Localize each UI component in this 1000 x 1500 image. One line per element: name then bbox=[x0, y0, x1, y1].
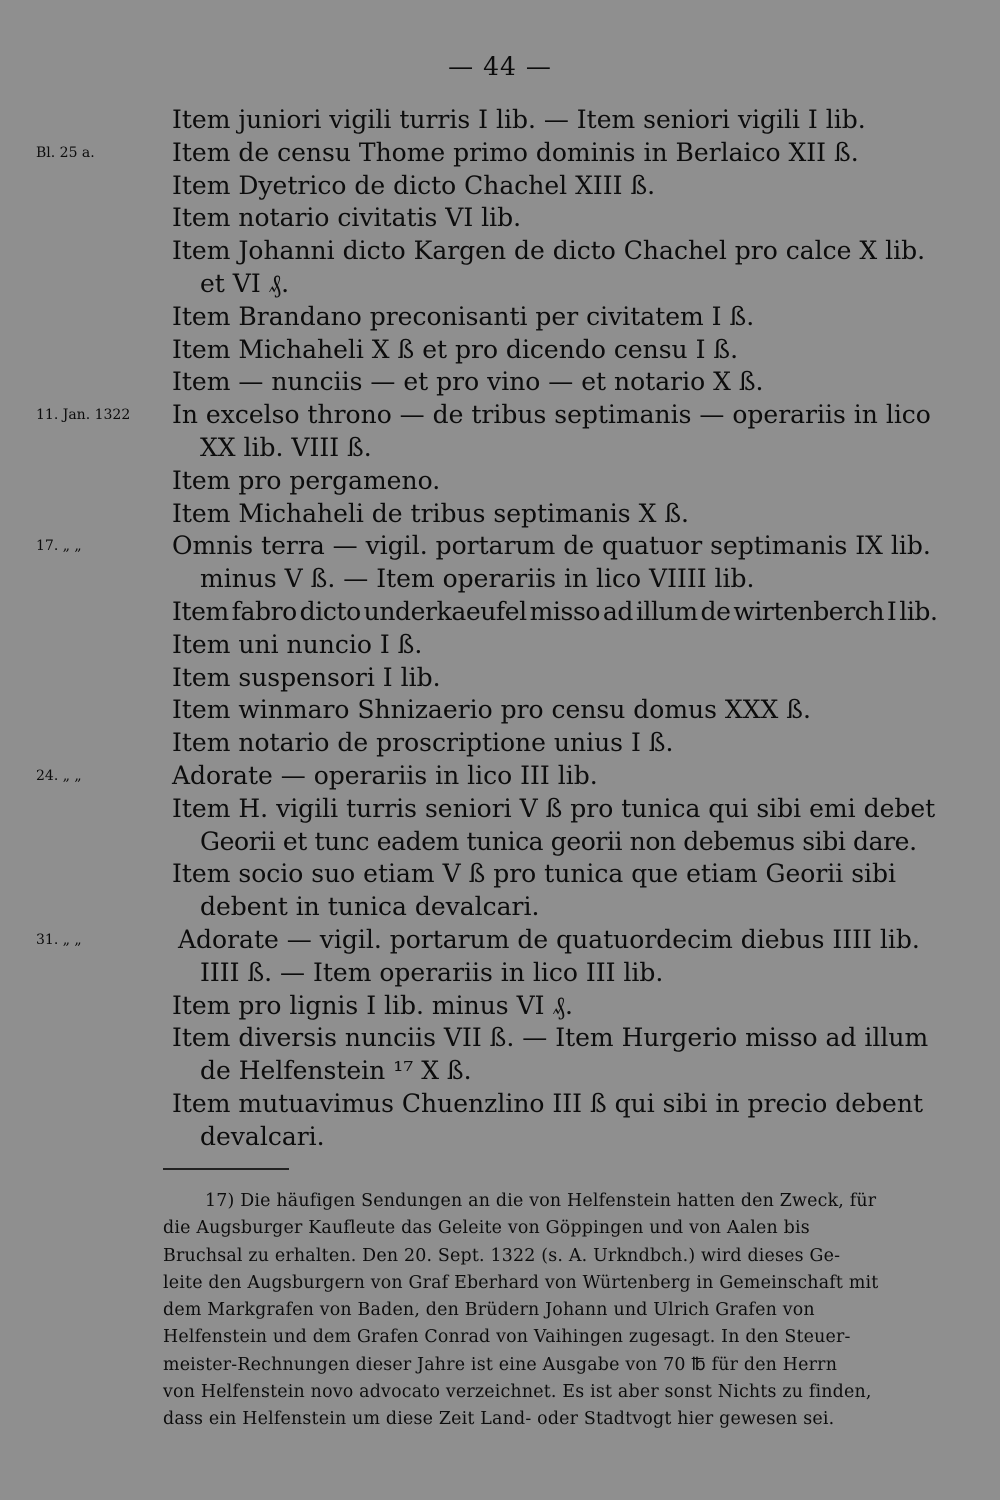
line-text: Item Brandano preconisanti per civitatem I ß. bbox=[172, 301, 755, 331]
line-text: IIII ß. — Item operariis in lico III lib. bbox=[200, 957, 664, 987]
line-text: Item Michaheli X ß et pro dicendo censu I ß. bbox=[172, 334, 739, 364]
text-line bbox=[0, 924, 1000, 957]
text-line bbox=[0, 465, 1000, 498]
page-number: — 44 — bbox=[448, 52, 552, 81]
footnote-line: dass ein Helfenstein um diese Zeit Land- oder Stadtvogt hier gewesen sei. bbox=[163, 1409, 835, 1430]
footnote-line: 17) Die häufigen Sendungen an die von Helfenstein hatten den Zweck, für bbox=[205, 1191, 877, 1211]
text-line bbox=[0, 170, 1000, 203]
text-line bbox=[0, 399, 1000, 432]
line-text: de Helfenstein ¹⁷ X ß. bbox=[200, 1056, 472, 1086]
text-line bbox=[0, 334, 1000, 367]
line-text: Item suspensori I lib. bbox=[172, 662, 441, 692]
text-line bbox=[0, 793, 1000, 826]
footnote-line: leite den Augsburgern von Graf Eberhard von Würtenberg in Gemeinschaft mit bbox=[163, 1272, 879, 1293]
text-line bbox=[0, 694, 1000, 727]
line-text: Item H. vigili turris seniori V ß pro tunica qui sibi emi debet bbox=[172, 793, 936, 823]
text-line bbox=[0, 1022, 1000, 1055]
footnote-line: von Helfenstein novo advocato verzeichnet. Es ist aber sonst Nichts zu finden, bbox=[163, 1382, 872, 1403]
margin-note: 11. Jan. 1322 bbox=[36, 407, 131, 424]
text-line bbox=[0, 530, 1000, 563]
text-line bbox=[0, 301, 1000, 334]
text-line bbox=[0, 760, 1000, 793]
line-text: Item uni nuncio I ß. bbox=[172, 629, 423, 659]
main-text bbox=[0, 104, 1000, 1154]
text-line bbox=[0, 891, 1000, 924]
text-line bbox=[0, 202, 1000, 235]
line-text: Omnis terra — vigil. portarum de quatuor septimanis IX lib. bbox=[172, 531, 931, 561]
text-line bbox=[0, 235, 1000, 268]
line-text: Item fabro dicto underkaeufel misso ad illum de wirtenberch I lib. bbox=[172, 596, 938, 626]
line-text: Georii et tunc eadem tunica georii non debemus sibi dare. bbox=[200, 826, 917, 856]
line-text: Item — nunciis — et pro vino — et notario X ß. bbox=[172, 367, 764, 397]
line-text: XX lib. VIII ß. bbox=[200, 432, 372, 462]
text-line bbox=[0, 137, 1000, 170]
text-line bbox=[0, 1088, 1000, 1121]
margin-note: 31. „ „ bbox=[36, 931, 82, 948]
footnote-line: dem Markgrafen von Baden, den Brüdern Johann und Ulrich Grafen von bbox=[163, 1300, 815, 1321]
footnote-line: meister-Rechnungen dieser Jahre ist eine Ausgabe von 70 ℔ für den Herrn bbox=[163, 1354, 838, 1375]
line-text: Item diversis nunciis VII ß. — Item Hurgerio misso ad illum bbox=[172, 1023, 929, 1053]
text-line bbox=[0, 563, 1000, 596]
footnote-line: Bruchsal zu erhalten. Den 20. Sept. 1322 (s. A. Urkndbch.) wird dieses Ge- bbox=[163, 1245, 841, 1266]
line-text: Item notario civitatis VI lib. bbox=[172, 203, 522, 233]
line-text: Item notario de proscriptione unius I ß. bbox=[172, 728, 674, 758]
text-line bbox=[0, 990, 1000, 1023]
line-text: Item Michaheli de tribus septimanis X ß. bbox=[172, 498, 689, 528]
text-line bbox=[0, 629, 1000, 662]
line-text: et VI ₰. bbox=[200, 268, 290, 298]
line-text: Item winmaro Shnizaerio pro censu domus XXX ß. bbox=[172, 695, 811, 725]
line-text: devalcari. bbox=[200, 1121, 325, 1151]
text-line bbox=[0, 1121, 1000, 1154]
footnote-line: die Augsburger Kaufleute das Geleite von Göppingen und von Aalen bis bbox=[163, 1218, 810, 1239]
text-line bbox=[0, 957, 1000, 990]
line-text: Adorate — operariis in lico III lib. bbox=[172, 760, 598, 790]
line-text: Item Dyetrico de dicto Chachel XIII ß. bbox=[172, 170, 656, 200]
text-line bbox=[0, 498, 1000, 531]
line-text: Item socio suo etiam V ß pro tunica que etiam Georii sibi bbox=[172, 859, 897, 889]
footnote-line: Helfenstein und dem Grafen Conrad von Vaihingen zugesagt. In den Steuer- bbox=[163, 1327, 851, 1348]
line-text: Item juniori vigili turris I lib. — Item seniori vigili I lib. bbox=[172, 105, 866, 134]
line-text: Adorate — vigil. portarum de quatuordecim diebus IIII lib. bbox=[178, 924, 920, 954]
text-line bbox=[0, 727, 1000, 760]
line-text: Item pro lignis I lib. minus VI ₰. bbox=[172, 990, 573, 1020]
text-line bbox=[0, 268, 1000, 301]
text-line bbox=[0, 366, 1000, 399]
line-text: In excelso throno — de tribus septimanis — operariis in lico bbox=[172, 400, 931, 430]
line-text: Item Johanni dicto Kargen de dicto Chachel pro calce X lib. bbox=[172, 236, 926, 266]
text-line bbox=[0, 432, 1000, 465]
line-text: minus V ß. — Item operariis in lico VIIII lib. bbox=[200, 564, 755, 594]
text-line bbox=[0, 826, 1000, 859]
text-line bbox=[0, 858, 1000, 891]
margin-note: 17. „ „ bbox=[36, 538, 82, 555]
text-line bbox=[0, 1055, 1000, 1088]
text-line bbox=[0, 596, 1000, 629]
text-line bbox=[0, 104, 1000, 137]
line-text: debent in tunica devalcari. bbox=[200, 892, 540, 922]
line-text: Item pro pergameno. bbox=[172, 465, 441, 495]
line-text: Item mutuavimus Chuenzlino III ß qui sibi in precio debent bbox=[172, 1088, 923, 1118]
margin-note: Bl. 25 a. bbox=[36, 144, 95, 161]
footnote bbox=[163, 1188, 939, 1434]
line-text: Item de censu Thome primo dominis in Berlaico XII ß. bbox=[172, 137, 859, 167]
margin-note: 24. „ „ bbox=[36, 767, 82, 784]
footnote-separator bbox=[163, 1168, 289, 1170]
text-line bbox=[0, 662, 1000, 695]
